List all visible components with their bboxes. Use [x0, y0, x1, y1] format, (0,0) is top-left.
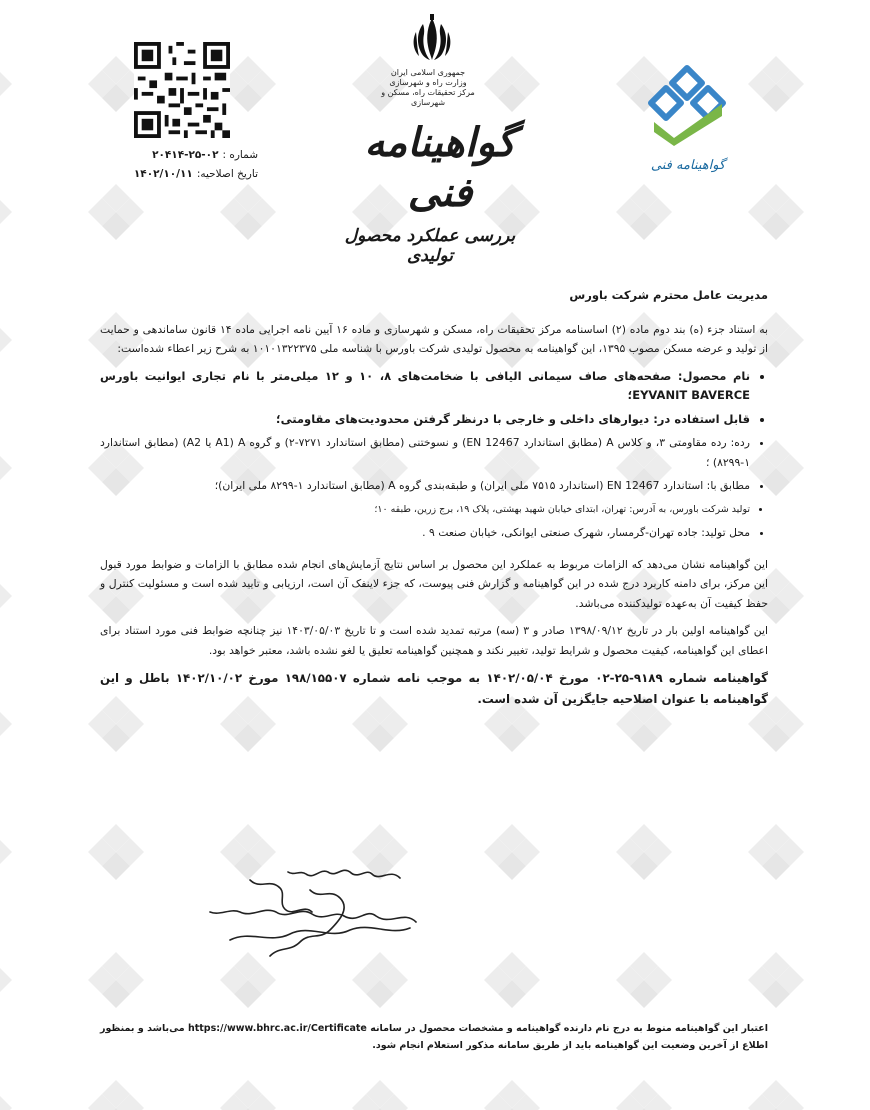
validity-paragraph: این گواهینامه اولین بار در تاریخ ۱۳۹۸/۰۹/۱۲ صادر و ۳ (سه) مرتبه تمدید شده است و تا تاریخ ۱۴۰۳/۰۵/۰۳ نیز چنانچه ضوابط فنی مورد استناد برای اعطای این گواهینامه، کیفیت محصول و شرایط تولید، تغییر نکند و همچنین گواهینامه تعلیق یا لغو نشده باشد، معتبر خواهد بود. [100, 624, 768, 657]
list-item-class: • رده: رده مقاومتی ۳، و کلاس A (مطابق استاندارد EN 12467) و نسوختنی (مطابق استاندارد ۷۲۷۱-۲) و گروه A (A1 یا A2) (مطابق استاندارد ۱-۸۲۹۹) ؛ [100, 433, 750, 472]
certificate-meta [108, 146, 258, 184]
intro-paragraph: به استناد جزء (ه) بند دوم ماده (۲) اساسنامه مرکز تحقیقات راه، مسکن و شهرسازی و ماده ۱۶ آیین نامه اجرایی ماده ۱۴ قانون ساماندهی و حمایت از تولید و عرضه مسکن مصوب ۱۳۹۵، این گواهینامه به محصول تولیدی شرکت باورس با شناسه ملی ۱۰۱۰۱۳۲۲۳۷۵ به شرح زیر اعطاء شده‌است: [100, 322, 769, 355]
logo-caption: گواهینامه فنی [650, 158, 726, 173]
ministry-block: جمهوری اسلامی ایران وزارت راه و شهرسازی مرکز تحقیقات راه، مسکن و شهرسازی [381, 68, 475, 107]
qr-code [134, 42, 230, 138]
footer-note: اعتبار این گواهینامه منوط به درج نام دارنده گواهینامه و مشخصات محصول در سامانه https://www.bhrc.ac.ir/Certificate می‌باشد و بمنظور اطلاع از آخرین وضعیت این گواهینامه باید از طریق سامانه مذکور استعلام انجام شود. [100, 1023, 768, 1051]
list-item-address: • تولید شرکت باورس، به آدرس: تهران، ابتدای خیابان شهید بهشتی، پلاک ۱۹، برج زرین، طبقه ۱۰؛ [100, 500, 750, 520]
product-details-list [100, 367, 768, 543]
signature [190, 860, 440, 970]
letter-body [100, 286, 768, 710]
page-subtitle: بررسی عملکرد محصول تولیدی [344, 226, 516, 266]
list-item-production-site: • محل تولید: جاده تهران-گرمسار، شهرک صنعتی ایوانکی، خیابان صنعت ۹ . [100, 523, 750, 543]
assessment-paragraph: این گواهینامه نشان می‌دهد که الزامات مربوط به عملکرد این محصول بر اساس نتایج آزمایش‌های انجام شده مطابق با الزامات و ضوابط مورد قبول این مرکز، برای دامنه کاربرد درج شده در این گواهینامه و گزارش فنی پیوست، که جزء لاینفک آن است، ارزیابی و تایید شده است و مسئولیت کنترل و حفظ کیفیت آن به‌عهده تولیدکننده می‌باشد. [100, 557, 768, 610]
addressee: مدیریت عامل محترم شرکت باورس [569, 288, 768, 302]
list-item-usage: • قابل استفاده در: دیوارهای داخلی و خارجی با درنظر گرفتن محدودیت‌های مقاومتی؛ [100, 410, 750, 430]
certificate-number: شماره :۰۲-۲۵-۲۰۴۱۴ [152, 149, 258, 161]
list-item-product-name: • نام محصول: صفحه‌های صاف سیمانی الیافی با ضخامت‌های ۸، ۱۰ و ۱۲ میلی‌متر با نام تجاری ایوانیت باورس EYVANIT BAVERCE؛ [100, 367, 750, 406]
list-item-standard: • مطابق با: استاندارد EN 12467 (استاندارد ۷۵۱۵ ملی ایران) و طبقه‌بندی گروه A (مطابق استاندارد ۱-۸۲۹۹ ملی ایران)؛ [100, 476, 750, 496]
supersede-paragraph: گواهینامه شماره ۹۱۸۹-۲۵-۰۲ مورخ ۱۴۰۲/۰۵/۰۴ به موجب نامه شماره ۱۹۸/۱۵۵۰۷ مورخ ۱۴۰۲/۱۰/۰۲ باطل و این گواهینامه با عنوان اصلاحیه جایگزین آن شده است. [100, 671, 769, 706]
certificate-logo-icon [644, 62, 730, 148]
revision-date: تاریخ اصلاحیه:۱۴۰۲/۱۰/۱۱ [133, 168, 258, 180]
national-emblem-icon [408, 14, 456, 64]
page-title: گواهینامه فنی [364, 119, 516, 216]
